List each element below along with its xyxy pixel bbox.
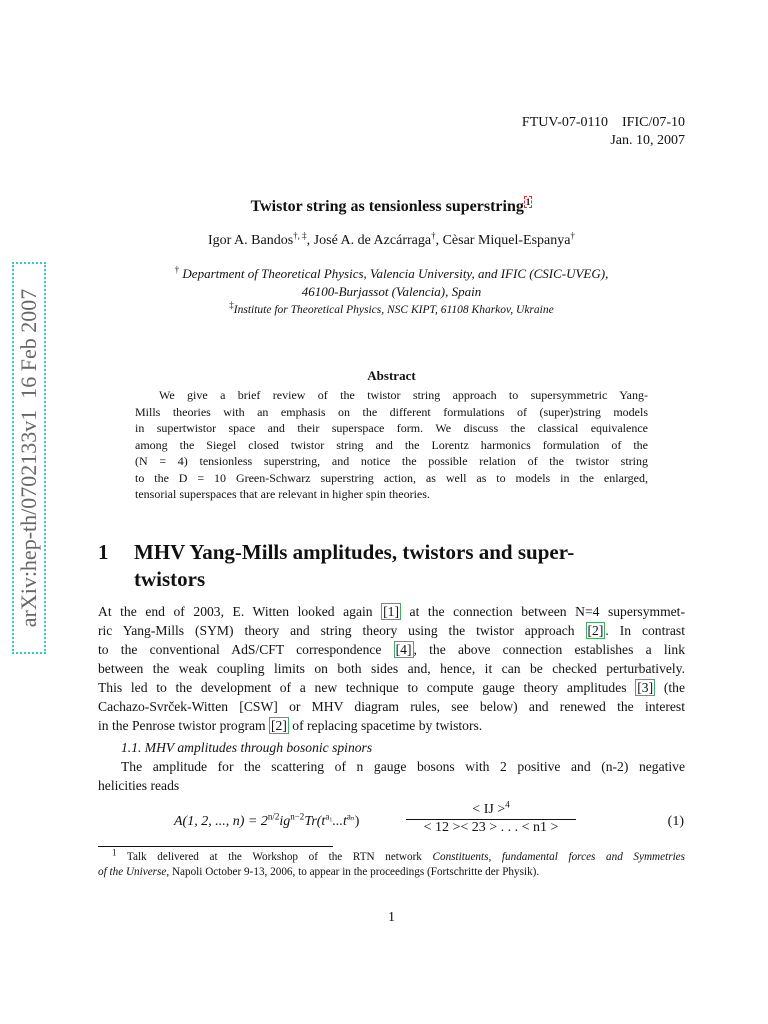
abstract-line: in supertwistor space and their superspace form. We discuss the classical equivalence [135, 421, 648, 435]
affiliations [0, 265, 768, 319]
affiliation-2 [0, 301, 768, 319]
body-paragraph-1 [98, 602, 685, 735]
body-line: At the end of 2003, E. Witten looked again [1] at the connection between N=4 supersymmet- [98, 604, 685, 619]
abstract-line: Mills theories with an emphasis on the different formulations of (super)string models [135, 404, 648, 419]
body-line: ric Yang-Mills (SYM) theory and string theory using the twistor approach [2] . In contrast [98, 623, 685, 638]
title-footnote-link[interactable]: 1 [525, 196, 531, 207]
subsection-heading: 1.1. MHV amplitudes through bosonic spinors [121, 740, 373, 755]
footnote-rule [98, 846, 333, 847]
author-2-affil-mark: † [431, 230, 436, 241]
footnote [98, 847, 685, 880]
affil-mark-dagger: † [174, 264, 180, 275]
abstract-line: (N = 4) tensionless superstring, and notice the possible relation of the twistor string [135, 454, 648, 468]
affiliation-1 [0, 265, 768, 283]
affiliation-1-line-1: Department of Theoretical Physics, Valencia University, and IFIC (CSIC-UVEG), [179, 266, 609, 281]
abstract-line: tensorial superspaces that are relevant in higher spin theories. [135, 487, 430, 501]
abstract-line: to the D = 10 Green-Schwarz superstring action, as well as to models in the enlarged, [135, 470, 648, 485]
section-heading [98, 539, 698, 593]
body-line: This led to the development of a new technique to compute gauge theory amplitudes [3] (the [98, 680, 685, 695]
authors [0, 230, 768, 249]
paper-title [0, 198, 768, 216]
affiliation-2-text: Institute for Theoretical Physics, NSC KIPT, 61108 Kharkov, Ukraine [233, 304, 554, 316]
abstract-line: We give a brief review of the twistor string approach to supersymmetric Yang- [159, 388, 648, 402]
affil-mark-ddagger: ‡ [229, 300, 234, 311]
author-1-affil-mark: †, ‡ [293, 230, 307, 241]
author-3: , Cèsar Miquel-Espanya [435, 233, 571, 248]
title-text: Twistor string as tensionless superstring [250, 198, 524, 215]
report-ids: FTUV-07-0110 IFIC/07-10 [521, 115, 685, 130]
citation-link[interactable]: [1] [383, 604, 399, 619]
section-title-line-2: twistors [134, 567, 206, 591]
body-line: helicities reads [98, 778, 180, 793]
section-number: 1 [98, 540, 109, 564]
affiliation-1-line-2: 46100-Burjassot (Valencia), Spain [301, 284, 482, 299]
citation-link[interactable]: [2] [271, 718, 287, 733]
footnote-line: $^1$ Talk delivered at the Workshop of the RTN network Constituents, fundamental forces and Symmetries [112, 847, 685, 863]
body-line: to the conventional AdS/CFT correspondence [4] , the above connection establishes a link [98, 642, 685, 657]
citation-link[interactable]: [2] [587, 623, 604, 638]
body-line: The amplitude for the scattering of n gauge bosons with 2 positive and (n-2) negative [121, 759, 685, 774]
footnote-mark: 1 [112, 847, 117, 858]
equation-number: (1) [667, 814, 684, 829]
equation-1 [174, 799, 694, 842]
report-number [522, 114, 685, 150]
body-line: in the Penrose twistor program [2] of replacing spacetime by twistors. [98, 718, 483, 733]
body-line: between the weak coupling limits on both sides and, hence, it can be checked perturbatively. [98, 661, 685, 676]
abstract-heading: Abstract [367, 368, 416, 383]
section-title-line-1: MHV Yang-Mills amplitudes, twistors and super- [134, 540, 575, 564]
arxiv-stamp [12, 262, 46, 654]
abstract-line: among the Siegel closed twistor string and the Lorentz harmonics formulation of the [135, 437, 648, 452]
fraction-numerator: < IJ >$^4$ [406, 802, 576, 820]
abstract-body [135, 387, 648, 503]
arxiv-id: arXiv:hep-th/0702133v1 16 Feb 2007 [16, 288, 41, 628]
body-line: Cachazo-Svrček-Witten [CSW] or MHV diagram rules, see below) and renewed the interest [98, 699, 685, 714]
equation-lhs: A(1, 2, ..., $n) = 2^{n/2}ig^{n-2}Tr(t^{a_1}...t^{a_n})$ [174, 811, 360, 829]
author-2: , José A. de Azcárraga [306, 233, 432, 248]
fraction-denominator: < 12 >< 23 > . . . < n1 > [423, 820, 559, 835]
author-1: Igor A. Bandos [208, 233, 294, 248]
footnote-line: of the Universe, Napoli October 9-13, 2006, to appear in the proceedings (Fortschritte der Physik). [98, 866, 540, 878]
body-paragraph-2 [98, 757, 685, 795]
citation-link[interactable]: [3] [637, 680, 654, 695]
report-date: Jan. 10, 2007 [610, 133, 685, 148]
citation-link[interactable]: [4] [395, 642, 412, 657]
author-3-affil-mark: † [570, 230, 575, 241]
page-number: 1 [388, 910, 395, 925]
equation-fraction [406, 799, 576, 836]
